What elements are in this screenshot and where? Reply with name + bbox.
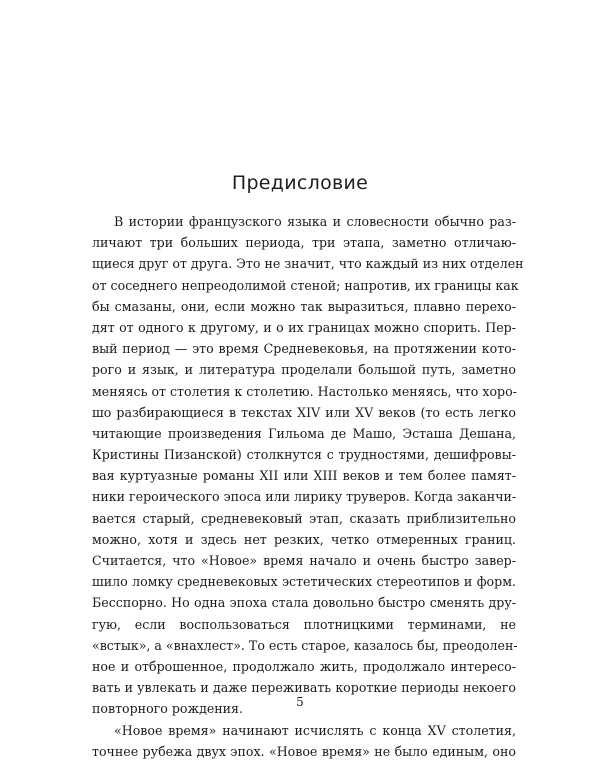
text-line: можно, хотя и здесь нет резких, четко отмеренных границ. [92,531,516,547]
text-line: личают три больших периода, три этапа, заметно отличаю- [92,235,516,251]
text-line: читающие произведения Гильома де Машо, Эсташа Дешана, [92,425,516,441]
text-line: гую, если воспользоваться плотницкими терминами, не [92,616,516,632]
text-line: вый период — это время Средневековья, на протяжении кото- [92,341,516,357]
text-line: Бесспорно. Но одна эпоха стала довольно быстро сменять дру- [92,595,516,611]
text-line: «Новое время» начинают исчислять с конца XV столетия, [114,722,516,738]
text-line: «встык», а «внахлест». То есть старое, казалось бы, преодолен- [92,637,518,653]
text-line: рого и язык, и литература проделали большой путь, заметно [92,362,516,378]
text-line: щиеся друг от друга. Это не значит, что каждый из них отделен [92,256,524,272]
text-line: от соседнего непреодолимой стеной; напротив, их границы как [92,277,519,293]
text-line: меняясь от столетия к столетию. Настолько меняясь, что хоро- [92,383,517,399]
text-line: ное и отброшенное, продолжало жить, продолжало интересо- [92,658,516,674]
text-line: точнее рубежа двух эпох. «Новое время» не было единым, оно [92,743,516,759]
text-line: ники героического эпоса или лирику труверов. Когда заканчи- [92,489,517,505]
text-line: шо разбирающиеся в текстах XIV или XV веков (то есть легко [92,404,516,420]
text-line: вается старый, средневековый этап, сказать приблизительно [92,510,516,526]
text-line: вая куртуазные романы XII или XIII веков и тем более памят- [92,468,516,484]
chapter-title: Предисловие [231,172,369,194]
page-number: 5 [296,695,304,709]
text-line: бы смазаны, они, если можно так выразиться, плавно перехо- [92,298,516,314]
text-line: Кристины Пизанской) столкнутся с трудностями, дешифровы- [92,447,516,463]
body-text [92,211,524,762]
text-line: дят от одного к другому, и о их границах можно спорить. Пер- [92,319,516,335]
text-line: Считается, что «Новое» время начало и очень быстро завер- [92,553,516,568]
text-line: шило ломку средневековых эстетических стереотипов и форм. [92,574,516,590]
text-line: вать и увлекать и даже переживать короткие периоды некоего [92,680,516,696]
text-line: повторного рождения. [92,701,244,717]
text-line: В истории французского языка и словесности обычно раз- [114,214,516,229]
